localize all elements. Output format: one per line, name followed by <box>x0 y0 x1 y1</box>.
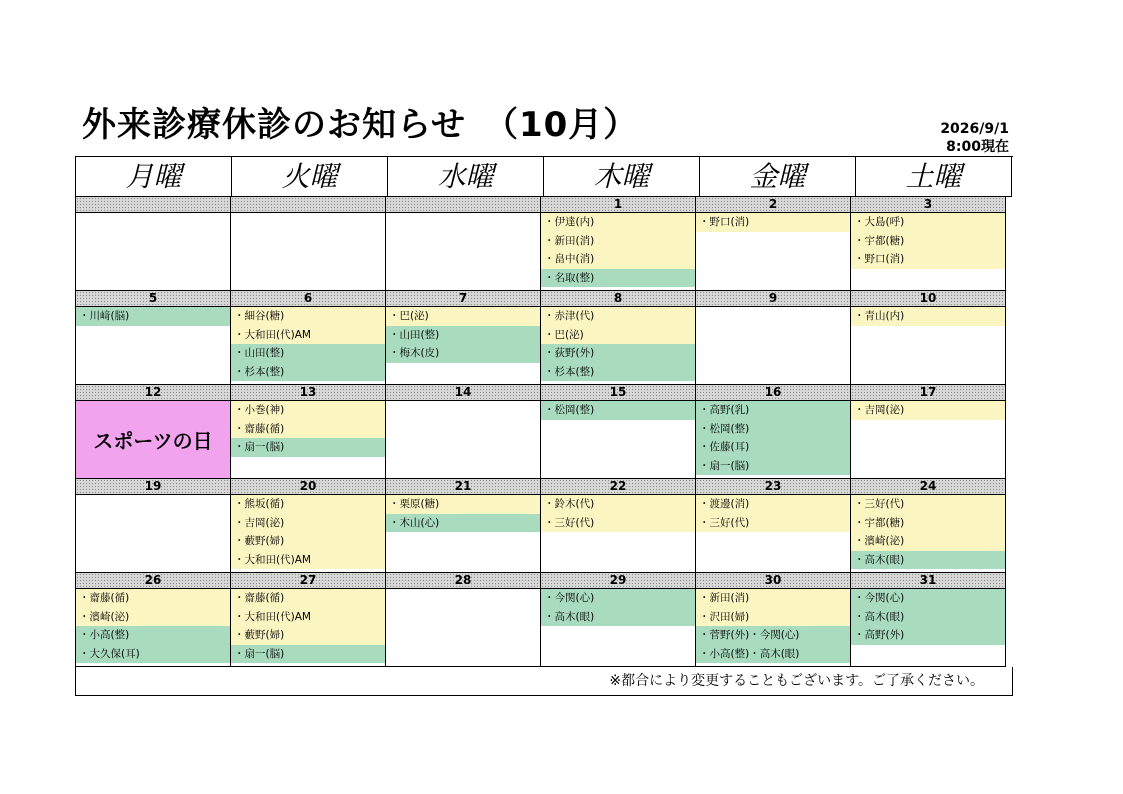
closure-entry: ・大和田(代)AM <box>231 326 385 345</box>
closure-entry: ・吉岡(泌) <box>231 514 385 533</box>
closure-entry: ・三好(代) <box>541 514 695 533</box>
day-number: 7 <box>386 291 540 307</box>
closure-entry: ・荻野(外) <box>541 344 695 363</box>
closure-entry: ・扇一(脳) <box>231 438 385 457</box>
day-number: 31 <box>851 573 1005 589</box>
closure-entry: ・野口(消) <box>696 213 850 232</box>
day-entries <box>696 495 850 572</box>
closure-entry: ・小巻(神) <box>231 401 385 420</box>
closure-calendar <box>75 156 1013 696</box>
day-cell <box>76 291 231 385</box>
day-entries <box>696 307 850 384</box>
day-number: 19 <box>76 479 230 495</box>
closure-entry: ・三好(代) <box>851 495 1005 514</box>
day-cell <box>386 291 541 385</box>
day-entries <box>386 213 540 290</box>
calendar-week <box>76 385 1013 479</box>
day-cell <box>386 197 541 291</box>
closure-entry: ・鈴木(代) <box>541 495 695 514</box>
day-cell <box>76 573 231 667</box>
closure-entry: ・大久保(耳) <box>76 645 230 664</box>
day-number: 22 <box>541 479 695 495</box>
weekday-header-fri: 金曜 <box>700 157 856 197</box>
day-cell <box>386 573 541 667</box>
day-number: 12 <box>76 385 230 401</box>
day-number: 20 <box>231 479 385 495</box>
weekday-header-tue: 火曜 <box>232 157 388 197</box>
closure-entry: ・赤津(代) <box>541 307 695 326</box>
day-number: 15 <box>541 385 695 401</box>
day-number <box>231 197 385 213</box>
day-cell <box>851 291 1006 385</box>
as-of-date: 2026/9/1 <box>940 121 1009 137</box>
day-number: 28 <box>386 573 540 589</box>
day-number: 6 <box>231 291 385 307</box>
closure-entry: ・山田(整) <box>386 326 540 345</box>
day-entries <box>851 589 1005 666</box>
closure-entry: ・杉本(整) <box>231 363 385 382</box>
day-entries <box>386 401 540 478</box>
closure-entry: ・熊坂(循) <box>231 495 385 514</box>
day-number: 27 <box>231 573 385 589</box>
day-entries <box>386 589 540 666</box>
closure-entry: ・山田(整) <box>231 344 385 363</box>
weekday-header-sat: 土曜 <box>856 157 1012 197</box>
closure-entry: ・名取(整) <box>541 269 695 288</box>
closure-entry: ・濱崎(泌) <box>851 532 1005 551</box>
day-cell <box>541 479 696 573</box>
closure-entry: ・梅木(皮) <box>386 344 540 363</box>
day-cell <box>386 479 541 573</box>
day-entries <box>851 307 1005 384</box>
day-entries <box>231 307 385 384</box>
day-entries <box>76 589 230 666</box>
day-cell <box>851 573 1006 667</box>
closure-entry: ・扇一(脳) <box>696 457 850 476</box>
closure-entry: ・青山(内) <box>851 307 1005 326</box>
closure-entry: ・沢田(婦) <box>696 608 850 627</box>
weekday-header-row <box>76 157 1013 197</box>
day-number: 26 <box>76 573 230 589</box>
as-of-stamp <box>940 120 1009 156</box>
day-number: 24 <box>851 479 1005 495</box>
closure-entry: ・濱崎(泌) <box>76 608 230 627</box>
weekday-header-mon: 月曜 <box>76 157 232 197</box>
day-cell <box>231 385 386 479</box>
weekday-header-wed: 水曜 <box>388 157 544 197</box>
day-number: 1 <box>541 197 695 213</box>
day-entries <box>386 495 540 572</box>
closure-entry: ・巴(泌) <box>386 307 540 326</box>
day-cell <box>231 479 386 573</box>
day-cell <box>851 197 1006 291</box>
day-entries <box>541 307 695 384</box>
calendar-week <box>76 573 1013 667</box>
day-entries <box>231 495 385 572</box>
closure-entry: ・扇一(脳) <box>231 645 385 664</box>
calendar-week <box>76 291 1013 385</box>
day-cell <box>76 197 231 291</box>
day-entries <box>696 589 850 666</box>
day-cell <box>76 479 231 573</box>
day-number: 10 <box>851 291 1005 307</box>
closure-entry: ・藪野(婦) <box>231 626 385 645</box>
closure-entry: ・高木(眼) <box>851 551 1005 570</box>
closure-entry: ・杉本(整) <box>541 363 695 382</box>
day-cell <box>696 197 851 291</box>
day-entries <box>696 401 850 478</box>
day-number: 30 <box>696 573 850 589</box>
closure-entry: ・齋藤(循) <box>231 420 385 439</box>
page-title: 外来診療休診のお知らせ （10月） <box>82 105 639 145</box>
closure-entry: ・宇都(糖) <box>851 514 1005 533</box>
day-cell <box>231 573 386 667</box>
day-number: 2 <box>696 197 850 213</box>
closure-entry: ・佐藤(耳) <box>696 438 850 457</box>
day-cell <box>696 291 851 385</box>
day-number: 8 <box>541 291 695 307</box>
closure-entry: ・畠中(消) <box>541 250 695 269</box>
day-number: 13 <box>231 385 385 401</box>
closure-entry: ・松岡(整) <box>696 420 850 439</box>
closure-entry: ・齋藤(循) <box>76 589 230 608</box>
closure-entry: ・巴(泌) <box>541 326 695 345</box>
closure-entry: ・新田(消) <box>696 589 850 608</box>
day-entries <box>76 307 230 384</box>
day-entries <box>386 307 540 384</box>
day-number: 3 <box>851 197 1005 213</box>
closure-entry: ・大島(呼) <box>851 213 1005 232</box>
day-number: 21 <box>386 479 540 495</box>
closure-entry: ・高木(眼) <box>851 608 1005 627</box>
day-number: 29 <box>541 573 695 589</box>
closure-entry: ・伊達(内) <box>541 213 695 232</box>
day-cell <box>76 385 231 479</box>
calendar-week <box>76 197 1013 291</box>
day-cell <box>541 197 696 291</box>
closure-entry: ・藪野(婦) <box>231 532 385 551</box>
day-entries <box>851 495 1005 572</box>
day-cell <box>851 479 1006 573</box>
day-entries <box>231 401 385 478</box>
calendar-week <box>76 479 1013 573</box>
closure-entry: ・今関(心) <box>541 589 695 608</box>
closure-entry: ・松岡(整) <box>541 401 695 420</box>
day-entries <box>851 213 1005 290</box>
day-cell <box>696 573 851 667</box>
closure-entry: ・齋藤(循) <box>231 589 385 608</box>
closure-entry: ・宇都(糖) <box>851 232 1005 251</box>
day-cell <box>231 197 386 291</box>
weekday-header-thu: 木曜 <box>544 157 700 197</box>
closure-entry: ・小高(整)・高木(眼) <box>696 645 850 664</box>
day-number <box>386 197 540 213</box>
closure-entry: ・高野(外) <box>851 626 1005 645</box>
day-cell <box>696 385 851 479</box>
closure-entry: ・新田(消) <box>541 232 695 251</box>
day-entries <box>231 213 385 290</box>
day-entries <box>541 495 695 572</box>
day-number: 16 <box>696 385 850 401</box>
day-entries <box>541 589 695 666</box>
closure-entry: ・菅野(外)・今関(心) <box>696 626 850 645</box>
closure-entry: ・野口(消) <box>851 250 1005 269</box>
closure-entry: ・大和田(代)AM <box>231 551 385 570</box>
day-cell <box>541 573 696 667</box>
day-entries <box>541 213 695 290</box>
closure-entry: ・渡邊(消) <box>696 495 850 514</box>
day-number <box>76 197 230 213</box>
closure-entry: ・吉岡(泌) <box>851 401 1005 420</box>
closure-entry: ・今関(心) <box>851 589 1005 608</box>
closure-entry: ・川﨑(脳) <box>76 307 230 326</box>
day-cell <box>851 385 1006 479</box>
day-entries <box>76 495 230 572</box>
calendar-weeks <box>76 197 1013 667</box>
day-number: 14 <box>386 385 540 401</box>
day-number: 17 <box>851 385 1005 401</box>
closure-entry: ・大和田(代)AM <box>231 608 385 627</box>
closure-entry: ・細谷(糖) <box>231 307 385 326</box>
day-entries <box>696 213 850 290</box>
day-entries <box>851 401 1005 478</box>
day-entries <box>231 589 385 666</box>
closure-entry: ・三好(代) <box>696 514 850 533</box>
day-number: 23 <box>696 479 850 495</box>
day-entries <box>76 401 230 478</box>
day-cell <box>696 479 851 573</box>
day-number: 5 <box>76 291 230 307</box>
notice-text: ※都合により変更することもございます。ご了承ください。 <box>76 667 1013 696</box>
as-of-time: 8:00現在 <box>946 139 1009 155</box>
closure-entry: ・木山(心) <box>386 514 540 533</box>
day-entries <box>76 213 230 290</box>
day-cell <box>541 291 696 385</box>
closure-entry: ・高野(乳) <box>696 401 850 420</box>
day-cell <box>231 291 386 385</box>
closure-entry: ・栗原(糖) <box>386 495 540 514</box>
day-cell <box>541 385 696 479</box>
holiday-label: スポーツの日 <box>76 401 230 478</box>
closure-entry: ・小高(整) <box>76 626 230 645</box>
closure-entry: ・高木(眼) <box>541 608 695 627</box>
day-cell <box>386 385 541 479</box>
day-entries <box>541 401 695 478</box>
day-number: 9 <box>696 291 850 307</box>
